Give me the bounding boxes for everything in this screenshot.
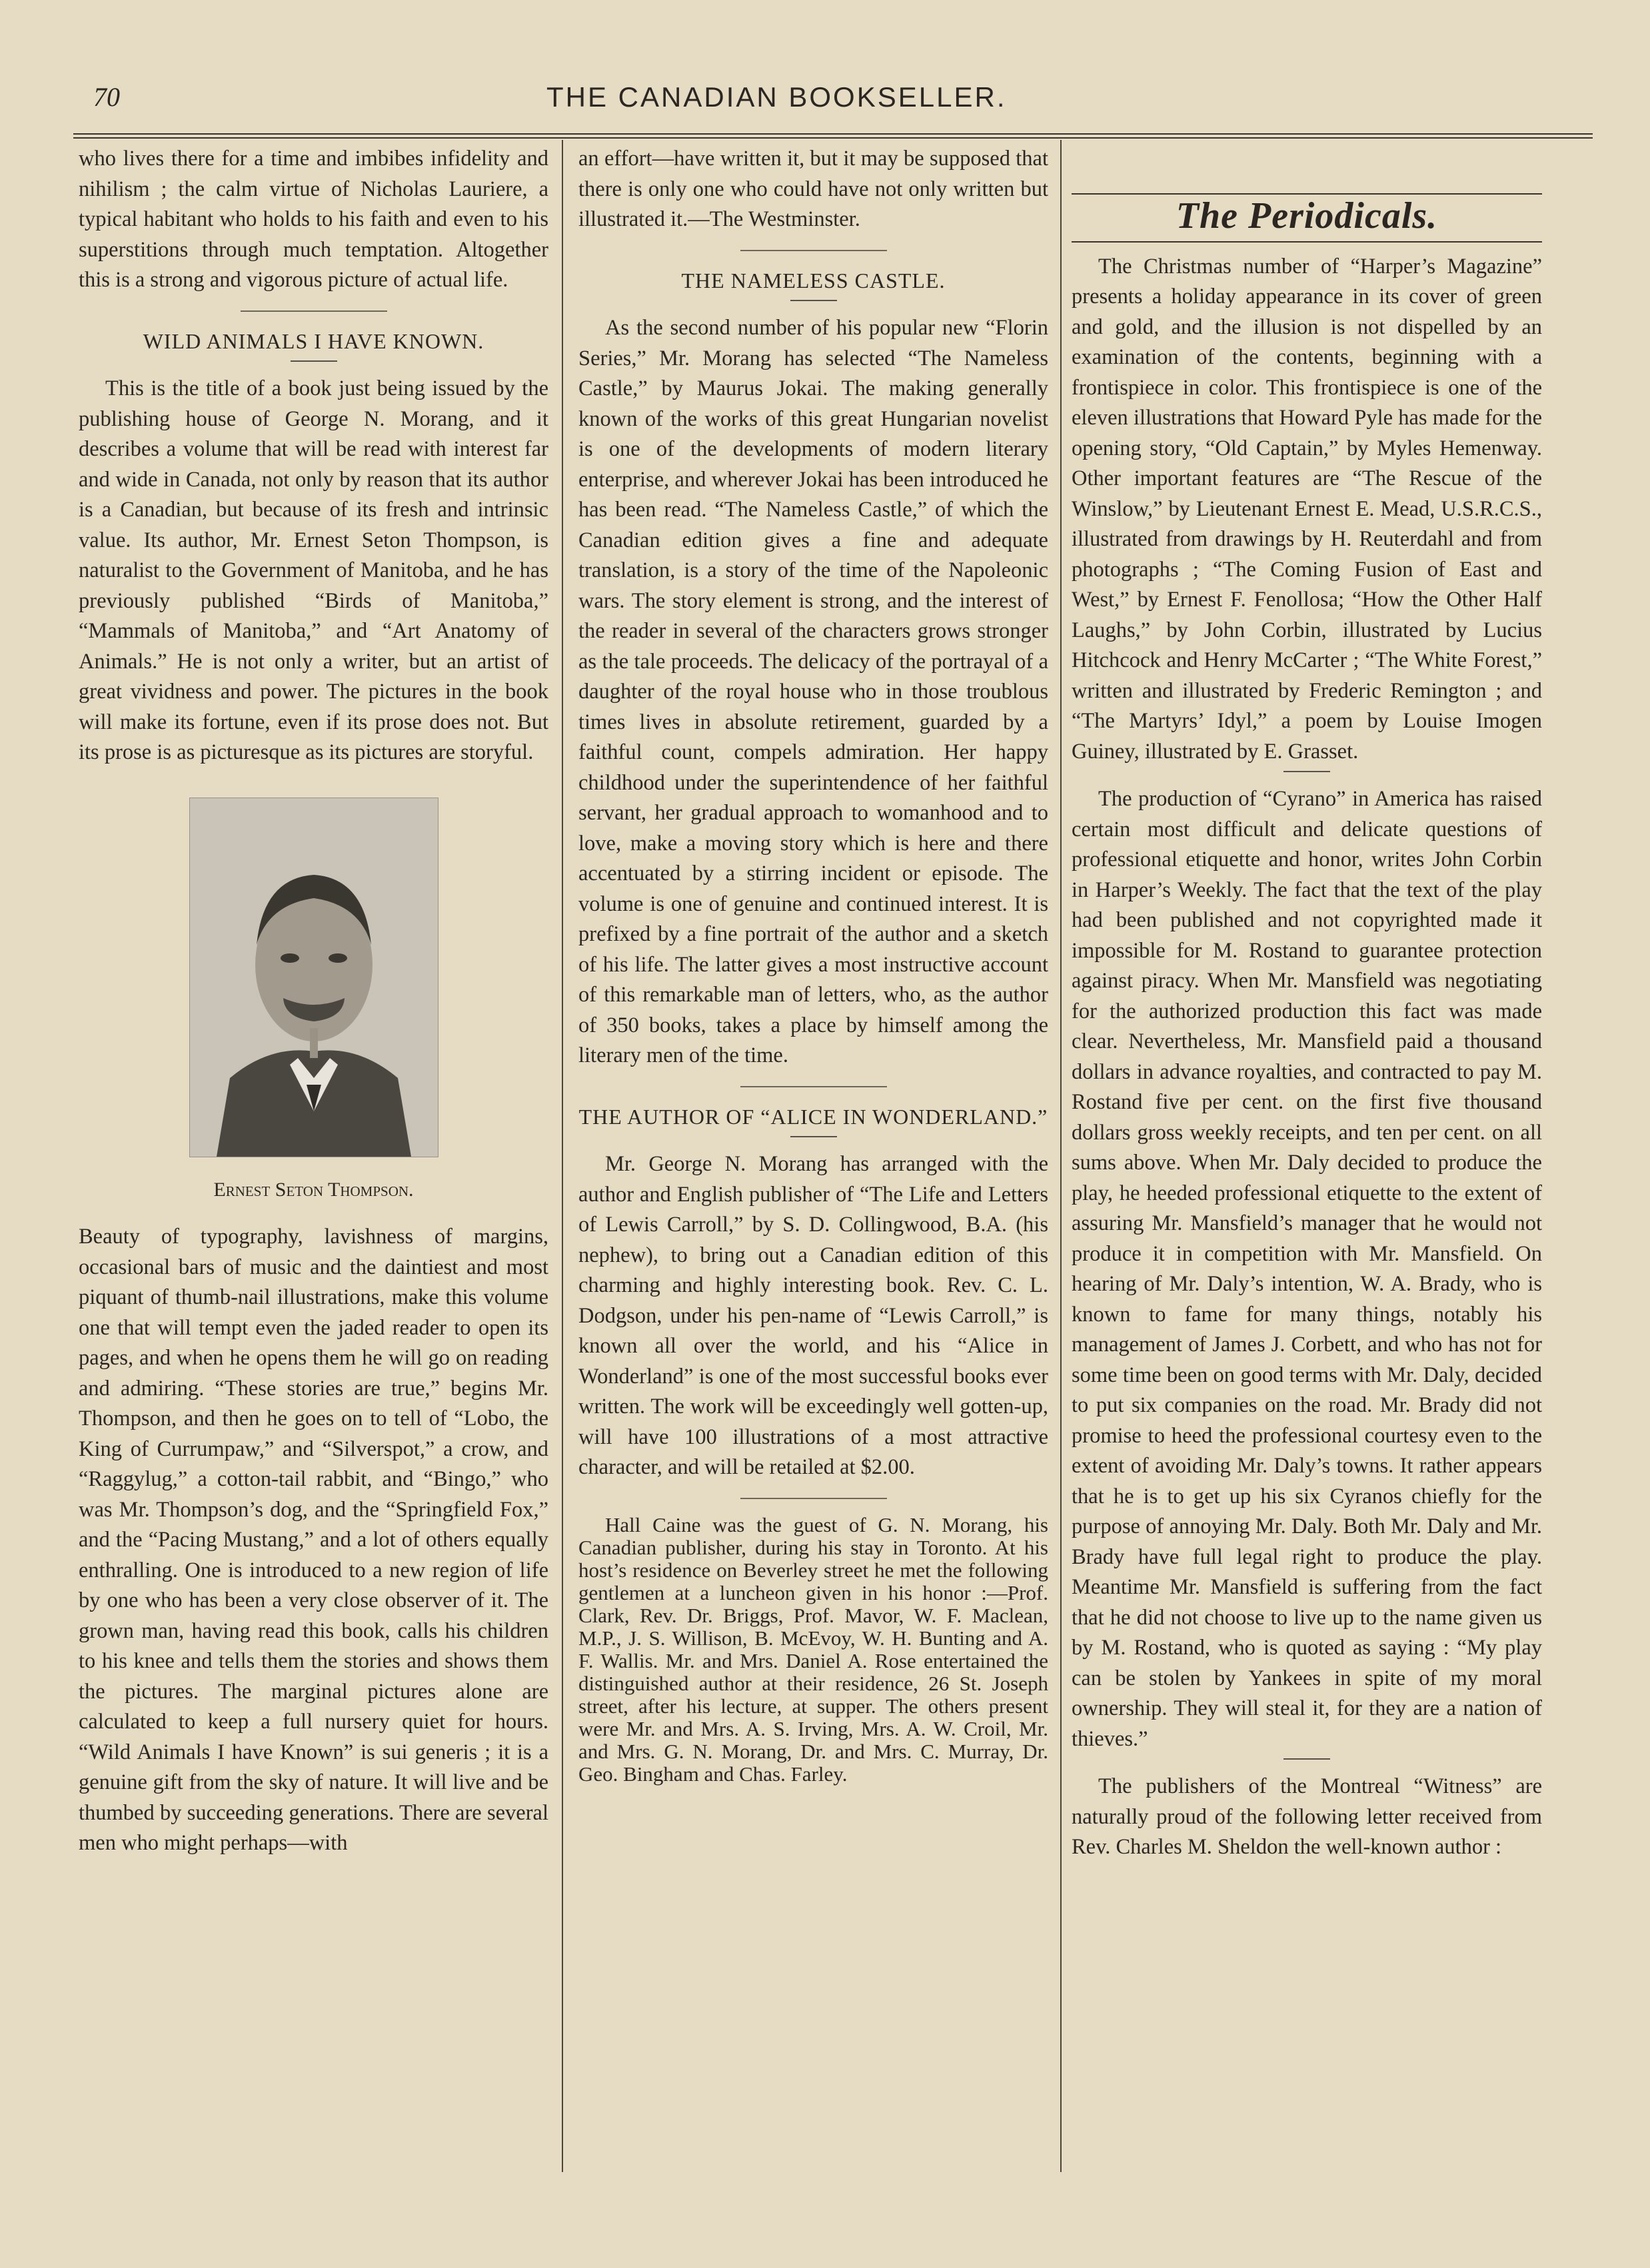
- column-3: [1072, 144, 1542, 1863]
- portrait-caption: Ernest Seton Thompson.: [213, 1178, 414, 1201]
- header-rule-thin: [73, 137, 1593, 139]
- paragraph: Mr. George N. Morang has arranged with the author and English publisher of “The Life and Letters of Lewis Carroll,” by S. D. Collingwood, B.A. (his nephew), to bring out a Canadian edition of this charming and highly interesting book. Rev. C. L. Dodgson, under his pen-name of “Lewis Carroll,” is known all over the world, and his “Alice in Wonderland” is one of the most successful books ever written. The work will be exceedingly well gotten-up, will have 100 illustrations of a most attractive character, and will be retailed at $2.00.: [578, 1152, 1048, 1479]
- column-2: [578, 144, 1048, 1786]
- separator-rule: [740, 250, 887, 251]
- paragraph: The production of “Cyrano” in America has raised certain most difficult and delicate questions of professional etiquette and honor, writes John Corbin in Harper’s Weekly. The fact that the text of the play had been published and not copyrighted made it impossible for M. Rostand to guarantee protection against piracy. When Mr. Mansfield was negotiating for the authorized production this fact was made clear. Nevertheless, Mr. Mansfield paid a thousand dollars in advance royalties, and contracted to pay M. Rostand five per cent. on the first five thousand dollars gross weekly receipts, and ten per cent. on all sums above. When Mr. Daly decided to produce the play, he heeded professional etiquette to the extent of assuring Mr. Mansfield’s manager that he would not produce it in competition with Mr. Mansfield. On hearing of Mr. Daly’s intention, W. A. Brady, who is known to fame for many things, notably his management of James J. Corbett, and who has not for some time been on good terms with Mr. Daly, decided to put six companies on the road. Mr. Brady did not promise to heed the professional courtesy even to the extent of avoiding Mr. Daly’s towns. It rather appears that he is to get up his six Cyranos chiefly for the purpose of annoying Mr. Daly. Both Mr. Daly and Mr. Brady have full legal right to produce the play. Meantime Mr. Mansfield is suffering from the fact that he did not choose to live up to the name given us by M. Rostand, who is quoted as saying : “My play can be stolen by Yankees in spite of my moral ownership. They will steal it, for they are a nation of thieves.”: [1072, 787, 1542, 1751]
- paragraph: Beauty of typography, lavishness of margins, occasional bars of music and the daintiest and most piquant of thumb-nail illustrations, make this volume one that will tempt even the jaded reader to open its pages, and when he opens them he will go on reading and admiring. “These stories are true,” begins Mr. Thompson, and then he goes on to tell of “Lobo, the King of Currumpaw,” and “Silverspot,” a crow, and “Raggylug,” a cotton-tail rabbit, and “Bingo,” who was Mr. Thompson’s dog, and the “Springfield Fox,” and the “Pacing Mustang,” and a lot of others equally enthralling. One is introduced to a new region of life by one who has been a very close observer of it. The grown man, having read this book, calls his children to his knee and tells them the stories and shows them the pictures. The marginal pictures alone are calculated to keep a full nursery quiet for hours. “Wild Animals I have Known” is sui generis ; it is a genuine gift from the sky of nature. It will live and be thumbed by succeeding generations. There are several men who might perhaps—with: [79, 1225, 548, 1855]
- portrait-photo: [189, 798, 438, 1157]
- heading-rule: [790, 300, 837, 301]
- section-rule: [1072, 193, 1542, 195]
- paragraph: The Christmas number of “Harper’s Magazine” presents a holiday appearance in its cover of green and gold, and the illusion is not dispelled by an examination of the contents, beginning with a frontispiece in color. This frontispiece is one of the eleven illustrations that Howard Pyle has made for the opening story, “Old Captain,” by Myles Hemenway. Other important features are “The Rescue of the Winslow,” by Lieutenant Ernest E. Mead, U.S.R.C.S., illustrated from drawings by H. Reuterdahl and from photographs ; “The Coming Fusion of East and West,” by Ernest F. Fenollosa; “How the Other Half Laughs,” by John Corbin, illustrated by Lucius Hitchcock and Henry McCarter ; “The White Forest,” written and illustrated by Frederic Remington ; and “The Martyrs’ Idyl,” a poem by Louise Imogen Guiney, illustrated by E. Grasset.: [1072, 254, 1542, 764]
- paragraph: an effort—have written it, but it may be supposed that there is only one who could have not only written but illustrated it.—The Westminster.: [578, 147, 1048, 231]
- page-number: 70: [93, 82, 120, 112]
- separator-rule: [740, 1086, 887, 1087]
- heading-rule: [790, 1136, 837, 1137]
- paragraph: who lives there for a time and imbibes infidelity and nihilism ; the calm virtue of Nicholas Lauriere, a typical habitant who holds to his faith and even to his superstitions through much temptation. Altogether this is a strong and vigorous picture of actual life.: [79, 147, 548, 292]
- article-heading: WILD ANIMALS I HAVE KNOWN.: [143, 328, 484, 353]
- separator-rule: [241, 310, 387, 312]
- portrait-figure: [79, 798, 548, 1205]
- article-heading: THE NAMELESS CASTLE.: [681, 268, 946, 292]
- paragraph: This is the title of a book just being issued by the publishing house of George N. Morang, and it describes a volume that will be read with interest far and wide in Canada, not only by reason that its author is a Canadian, but because of its fresh and intrinsic value. Its author, Mr. Ernest Seton Thompson, is naturalist to the Government of Manitoba, and he has previously published “Birds of Manitoba,” “Mammals of Manitoba,” and “Art Anatomy of Animals.” He is not only a writer, but an artist of great vividness and power. The pictures in the book will make its fortune, even if its prose does not. But its prose is as picturesque as its pictures are storyful.: [79, 376, 548, 764]
- section-heading: The Periodicals.: [1176, 195, 1438, 237]
- paragraph: As the second number of his popular new “Florin Series,” Mr. Morang has selected “The Nameless Castle,” by Maurus Jokai. The making generally known of the works of this great Hungarian novelist is one of the developments of modern literary enterprise, and wherever Jokai has been introduced he has been read. “The Nameless Castle,” of which the Canadian edition gives a fine and adequate translation, is a story of the time of the Napoleonic wars. The story element is strong, and the interest of the reader in several of the characters grows stronger as the tale proceeds. The delicacy of the portrayal of a daughter of the royal house who in those troublous times lives in absolute retirement, guarded by a faithful count, compels admiration. Her happy childhood under the superintendence of her faithful servant, her gradual approach to womanhood and to love, make a moving story which is here and there accentuated by a stirring incident or episode. The volume is one of genuine and continued interest. It is prefixed by a fine portrait of the author and a sketch of his life. The latter gives a most instructive account of this remarkable man of letters, who, as the author of 350 books, takes a place by himself among the literary men of the time.: [578, 316, 1048, 1067]
- paragraph: Hall Caine was the guest of G. N. Morang, his Canadian publisher, during his stay in Toronto. At his host’s residence on Beverley street he met the following gentlemen at a luncheon given in his honor :—Prof. Clark, Rev. Dr. Briggs, Prof. Mavor, W. F. Maclean, M.P., J. S. Willison, B. McEvoy, W. H. Bunting and A. F. Wallis. Mr. and Mrs. Daniel A. Rose entertained the distinguished author at their residence, 26 St. Joseph street, after his lecture, at supper. The others present were Mr. and Mrs. A. S. Irving, Mrs. A. W. Croil, Mr. and Mrs. G. N. Morang, Dr. and Mrs. C. Murray, Dr. Geo. Bingham and Chas. Farley.: [578, 1512, 1048, 1786]
- portrait-image: [190, 798, 438, 1157]
- column-1: [79, 144, 548, 1859]
- column-divider: [562, 140, 563, 2172]
- separator-rule: [740, 1498, 887, 1499]
- header-rule: [73, 133, 1593, 135]
- separator-rule: [1283, 1758, 1330, 1760]
- column-divider: [1060, 140, 1062, 2172]
- running-title: THE CANADIAN BOOKSELLER.: [546, 81, 1007, 113]
- heading-rule: [291, 360, 337, 362]
- paragraph: The publishers of the Montreal “Witness” are naturally proud of the following letter received from Rev. Charles M. Sheldon the well-known author :: [1072, 1774, 1542, 1859]
- section-rule: [1072, 241, 1542, 243]
- article-heading: THE AUTHOR OF “ALICE IN WONDERLAND.”: [578, 1104, 1048, 1129]
- separator-rule: [1283, 771, 1330, 772]
